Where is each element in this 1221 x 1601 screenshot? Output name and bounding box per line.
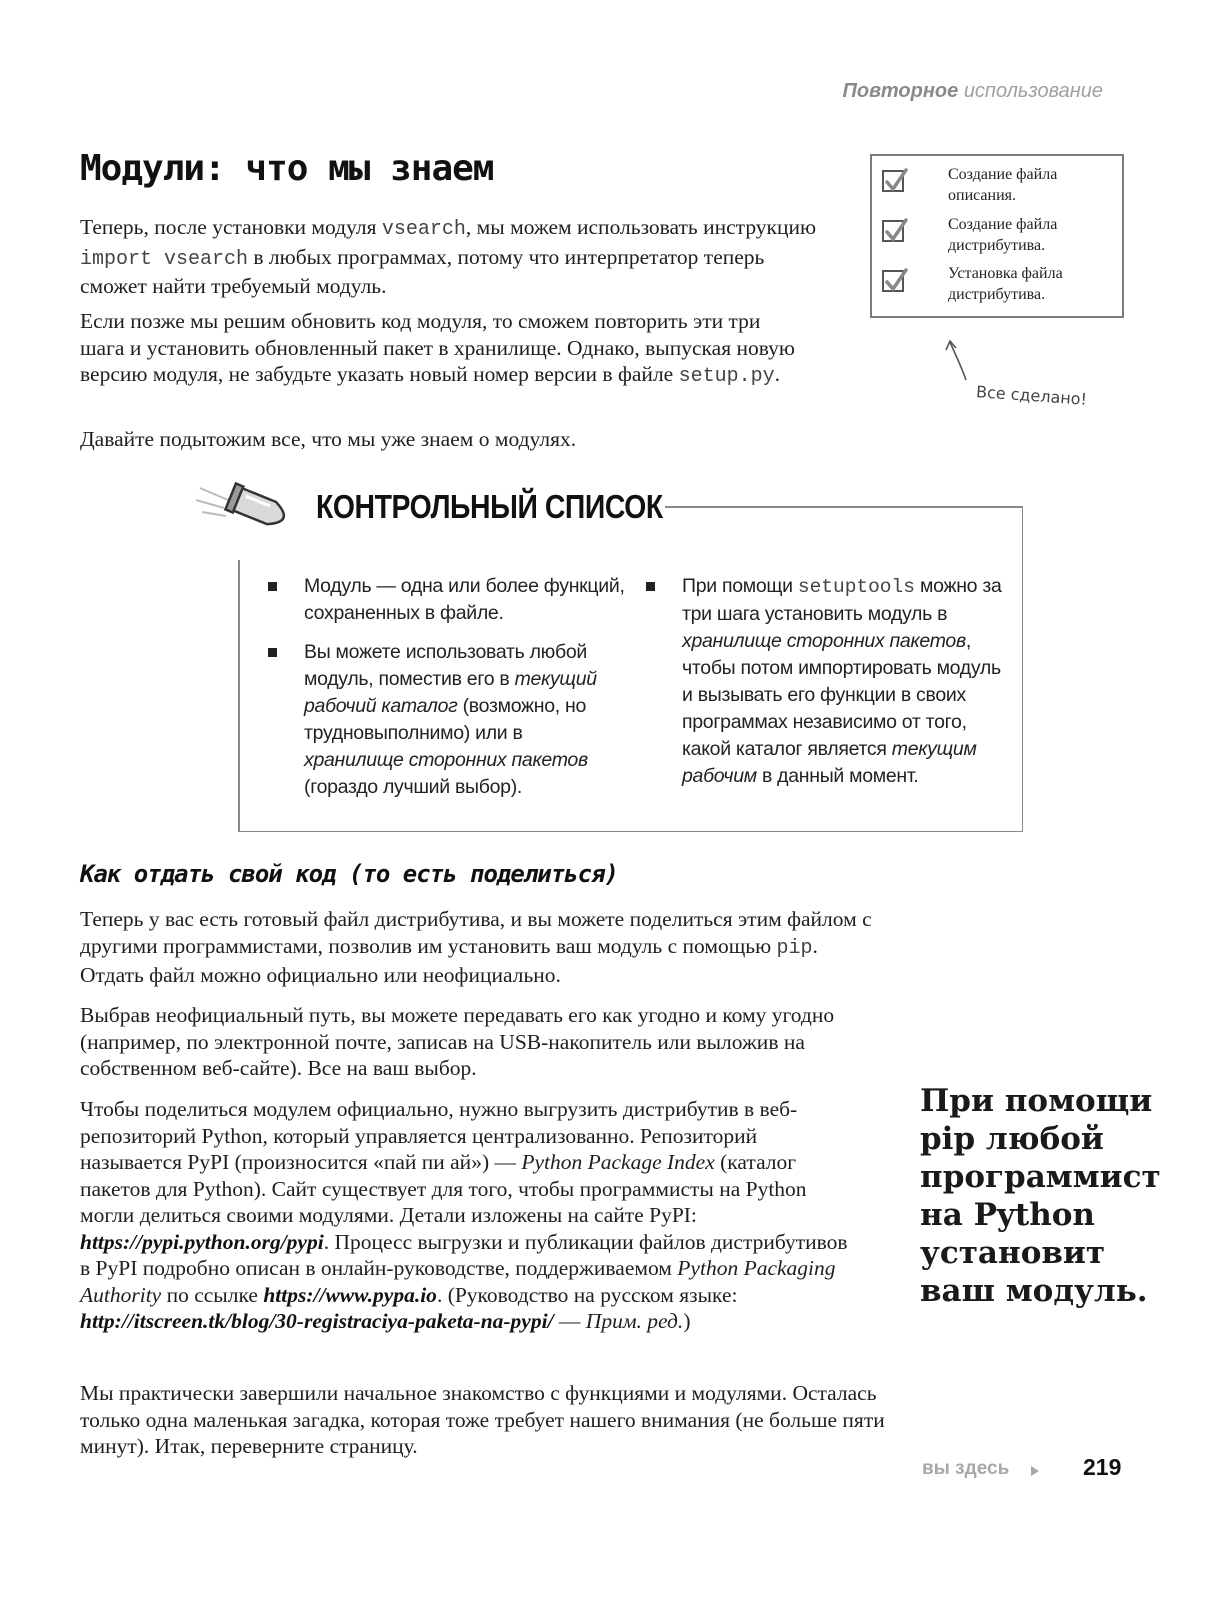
bullet-points-title: КОНТРОЛЬНЫЙ СПИСОК: [316, 488, 663, 525]
done-note: Все сделано!: [975, 382, 1088, 409]
arrow-up-icon: [944, 338, 974, 382]
emphasis: Прим. ред.: [585, 1309, 684, 1333]
triangle-right-icon: [1030, 1465, 1040, 1477]
text-run: Если позже мы решим обновить код модуля, то сможем повторить эти три шага и установить обновленный пакет в хранилище. Однако, выпуская новую версию модуля, не забудьте указать новый номер версии в файле: [80, 309, 795, 386]
emphasis: хранилище сторонних пакетов: [682, 630, 966, 652]
page-title: Модули: что мы знаем: [80, 148, 494, 189]
share-paragraph-4: Мы практически завершили начальное знакомство с функциями и модулями. Осталась только одна маленькая загадка, которая тоже требует нашего внимания (не больше пяти минут). Итак, переверните страницу.: [80, 1381, 885, 1458]
inline-code: pip: [776, 936, 813, 960]
intro-paragraph-2: [80, 308, 810, 391]
emphasis: текущим рабочим: [682, 738, 977, 787]
text-run: , мы можем использовать инструкцию: [465, 215, 817, 239]
step-item: [882, 216, 904, 242]
step-text: Создание файла дистрибутива.: [948, 216, 1058, 254]
text-run: можно за три шага установить модуль в: [682, 575, 1002, 625]
step-item: [882, 266, 904, 292]
text-run: по ссылке: [161, 1282, 264, 1307]
sidebar-note: При помощи pip любой программист на Python установит ваш модуль.: [920, 1083, 1161, 1309]
inline-code: setuptools: [797, 576, 915, 598]
text-run: Чтобы поделиться модулем официально, нужно выгрузить дистрибутив в веб-репозиторий Python, который управляется централизованно. Репозиторий называется PyPI (произносится «пай пи ай») —: [80, 1097, 798, 1174]
emphasis: хранилище сторонних пакетов: [304, 749, 588, 771]
footer-label: вы здесь: [922, 1458, 1010, 1479]
emphasis: Python Packaging Authority: [80, 1256, 836, 1307]
text-run: Теперь у вас есть готовый файл дистрибутива, и вы можете поделиться этим файлом с другими программистами, позволив им установить ваш модуль с помощью: [80, 907, 872, 958]
step-text: Установка файла дистрибутива.: [948, 265, 1063, 303]
pypi-link[interactable]: https://pypi.python.org/pypi: [80, 1229, 324, 1254]
step-item: [882, 166, 904, 192]
text-run: . (Руководство на русском языке:: [436, 1282, 738, 1307]
share-paragraph-3: [80, 1096, 860, 1335]
text-run: —: [553, 1309, 586, 1333]
emphasis: Python Package Index: [521, 1150, 715, 1174]
text-run: При помощи: [682, 575, 798, 597]
text-run: в любых программах, потому что интерпретатор теперь сможет найти требуемый модуль.: [80, 244, 765, 298]
share-paragraph-1: [80, 906, 880, 989]
bullet-item: [268, 639, 604, 801]
text-run: (каталог пакетов для Python). Сайт существует для того, чтобы программисты на Python могли делиться своими модулями. Детали изложены на сайте PyPI:: [80, 1150, 807, 1227]
text-run: ): [683, 1309, 691, 1333]
text-run: , чтобы потом импортировать модуль и вызывать его функции в своих программах независимо от того, какой каталог является: [682, 630, 1001, 760]
checkbox-checked-icon: [882, 220, 904, 242]
running-head-bold: Повторное: [842, 80, 959, 102]
bullet-item: [646, 573, 1002, 790]
pypa-link[interactable]: https://www.pypa.io: [263, 1282, 437, 1307]
checkbox-checked-icon: [882, 170, 904, 192]
inline-code: setup.py: [678, 365, 775, 388]
bullet-item: Модуль — одна или более функций, сохраненных в файле.: [268, 573, 628, 627]
inline-code: vsearch: [381, 218, 466, 241]
box-border: [238, 560, 240, 832]
text-run: . Отдать файл можно официально или неофициально.: [80, 933, 818, 987]
text-run: (возможно, но трудновыполнимо) или в: [304, 695, 587, 744]
intro-paragraph-3: Давайте подытожим все, что мы уже знаем о модулях.: [80, 427, 577, 451]
bullet-column-left: [268, 573, 628, 813]
inline-code: import vsearch: [80, 247, 249, 271]
intro-paragraph-1: [80, 214, 820, 300]
bullet-column-right: [646, 573, 1006, 802]
text-run: .: [774, 362, 780, 386]
page-number: 219: [1083, 1454, 1122, 1480]
text-run: . Процесс выгрузки и публикации файлов дистрибутивов в PyPI подробно описан в онлайн-руководстве, поддерживаемом: [80, 1229, 848, 1280]
itscreen-link[interactable]: http://itscreen.tk/blog/30-registraciya-paketa-na-pypi/: [80, 1309, 554, 1333]
emphasis: текущий рабочий каталог: [304, 668, 597, 717]
steps-checklist: [870, 154, 1124, 318]
checkbox-checked-icon: [882, 270, 904, 292]
running-head-light: использование: [963, 80, 1103, 102]
section-title: Как отдать свой код (то есть поделиться): [80, 860, 618, 888]
text-run: в данный момент.: [756, 765, 919, 787]
text-run: Вы можете использовать любой модуль, поместив его в: [304, 641, 587, 690]
share-paragraph-2: Выбрав неофициальный путь, вы можете передавать его как угодно и кому угодно (например, по электронной почте, записав на USB-накопитель или выложив на собственном веб-сайте). Все на ваш выбор.: [80, 1003, 835, 1080]
text-run: (гораздо лучший выбор).: [304, 776, 523, 798]
box-border: [665, 506, 1023, 508]
running-head: [842, 80, 1103, 103]
step-text: Создание файла описания.: [948, 166, 1058, 204]
text-run: Теперь, после установки модуля: [80, 215, 382, 239]
